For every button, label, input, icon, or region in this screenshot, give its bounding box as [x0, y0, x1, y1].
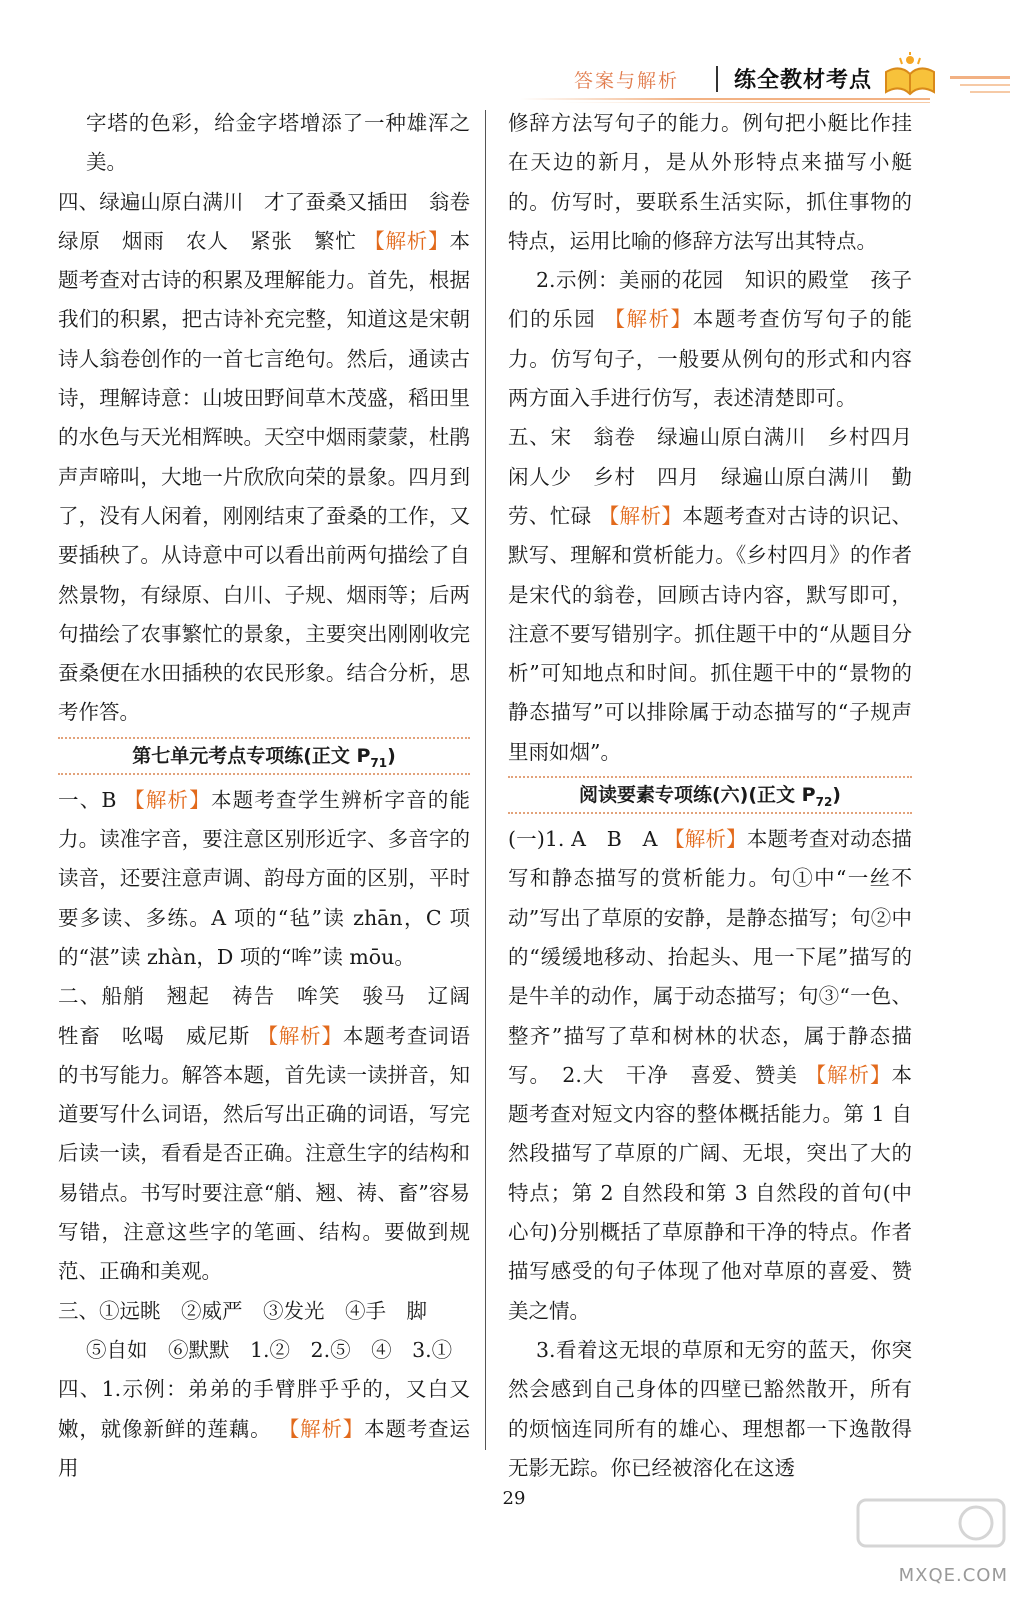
header-decoration [950, 72, 1010, 96]
analysis-tag: 【解析】 [805, 1062, 892, 1087]
header-rule [520, 98, 930, 100]
analysis-tag: 【解析】 [364, 228, 450, 253]
analysis-tag: 【解析】 [124, 787, 211, 812]
page-header [520, 60, 1010, 102]
paragraph: 字塔的色彩，给金字塔增添了一种雄浑之美。 [86, 111, 470, 175]
left-column [58, 104, 491, 1488]
analysis-tag: 【解析】 [257, 1023, 343, 1048]
right-column [508, 104, 912, 1488]
analysis-tag: 【解析】 [598, 503, 683, 528]
answer-four-b: 四、1.示例：弟弟的手臂胖乎乎的，又白又嫩，就像新鲜的莲藕。 【解析】本题考查运用 [58, 1377, 471, 1480]
analysis-tag: 【解析】 [278, 1416, 365, 1441]
page-ref: 72 [815, 794, 833, 809]
page-ref: 71 [370, 755, 388, 770]
header-title: 练全教材考点 [734, 68, 873, 93]
answer-two-example: 2.示例：美丽的花园 知识的殿堂 孩子们的乐园 【解析】本题考查仿写句子的能力。仿写句子，一般要从例句的形式和内容两方面入手进行仿写，表述清楚即可。 [508, 268, 912, 411]
analysis-tag: 【解析】 [664, 827, 747, 852]
book-icon [880, 52, 940, 98]
answer-four [58, 183, 491, 733]
paragraph: 修辞方法写句子的能力。例句把小艇比作挂在天边的新月，是从外形特点来描写小艇的。仿写时，要联系生活实际，抓住事物的特点，运用比喻的修辞方法写出其特点。 [508, 111, 912, 253]
page-number: 29 [502, 1488, 526, 1509]
analysis-tag: 【解析】 [604, 307, 693, 332]
watermark-text: MXQE.COM [898, 1565, 1008, 1586]
section-title: 第七单元考点专项练(正文 $P_{71}$) [58, 737, 470, 775]
answer-two: 二、船艄 翘起 祷告 哞笑 骏马 辽阔 牲畜 吆喝 威尼斯 【解析】本题考查词语的书写能力。解答本题，首先读一读拼音，知道要写什么词语，然后写出正确的词语，写完后读一读，看看是否正确。注意生字的结构和易错点。书写时要注意“艄、翘、祷、畜”容易写错，注意这些字的笔画、结构。要做到规范、正确和美观。 [58, 984, 491, 1284]
header-separator [716, 66, 718, 92]
reading-answer-three: 3.看着这无垠的草原和无穷的蓝天，你突然会感到自己身体的四壁已豁然散开，所有的烦恼连同所有的雄心、理想都一下逸散得无影无踪。你已经被溶化在这透 [508, 1337, 912, 1480]
answer-five: 五、宋 翁卷 绿遍山原白满川 乡村四月闲人少 乡村 四月 绿遍山原白满川 勤劳、忙碌 【解析】本题考查对古诗的识记、默写、理解和赏析能力。《乡村四月》的作者是宋代的翁卷，回顾古诗内容，默写即可，注意不要写错别字。抓住题干中的“从题目分析”可知地点和时间。抓住题干中的“景物的静态描写”可以排除属于动态描写的“子规声里雨如烟”。 [508, 425, 913, 764]
answer-text: 四、绿遍山原白满川 才了蚕桑又插田 翁卷 绿原 烟雨 农人 紧张 繁忙 [58, 189, 491, 253]
header-subtitle: 答案与解析 [574, 70, 680, 92]
answer-one: 一、B 【解析】本题考查学生辨析字音的能力。读准字音，要注意区别形近字、多音字的读音，还要注意声调、韵母方面的区别，平时要多读、多练。A 项的“毡”读 zhān，C 项的“湛”读 zhàn，D 项的“哞”读 mōu。 [58, 787, 471, 969]
reading-answer-one: (一)1. A B A 【解析】本题考查对动态描写和静态描写的赏析能力。句①中“一丝不动”写出了草原的安静，是静态描写；句②中的“缓缓地移动、抬起头、甩一下尾”描写的是牛羊的动作，属于动态描写；句③“一色、整齐”描写了草和树林的状态，属于静态描写。 2.大 干净 喜爱、赞美 【解析】本题考查对短文内容的整体概括能力。第 1 自然段描写了草原的广阔、无垠，突出了大的特点；第 2 自然段和第 3 自然段的首句(中心句)分别概括了草原静和干净的特点。作者描写感受的句子体现了他对草原的喜爱、赞美之情。 [508, 827, 913, 1323]
header-rule-thin [560, 102, 930, 103]
section-title: 阅读要素专项练(六)(正文 $P_{72}$) [508, 776, 912, 814]
answer-three-cont: ⑤自如 ⑥默默 1.② 2.⑤ ④ 3.① [86, 1337, 453, 1362]
watermark-logo-icon [856, 1498, 1006, 1568]
column-divider [485, 110, 486, 1450]
answer-three: 三、①远眺 ②威严 ③发光 ④手 脚 [58, 1298, 427, 1323]
analysis-text: 本题考查对古诗的积累及理解能力。首先，根据我们的积累，把古诗补充完整，知道这是宋朝诗人翁卷创作的一首七言绝句。然后，通读古诗，理解诗意：山坡田野间草木茂盛，稻田里的水色与天光相辉映。天空中烟雨蒙蒙，杜鹃声声啼叫，大地一片欣欣向荣的景象。四月到了，没有人闲着，刚刚结束了蚕桑的工作，又要插秧了。从诗意中可以看出前两句描绘了自然景物，有绿原、白川、子规、烟雨等；后两句描绘了农事繁忙的景象，主要突出刚刚收完蚕桑便在水田插秧的农民形象。结合分析，思考作答。 [58, 228, 470, 725]
